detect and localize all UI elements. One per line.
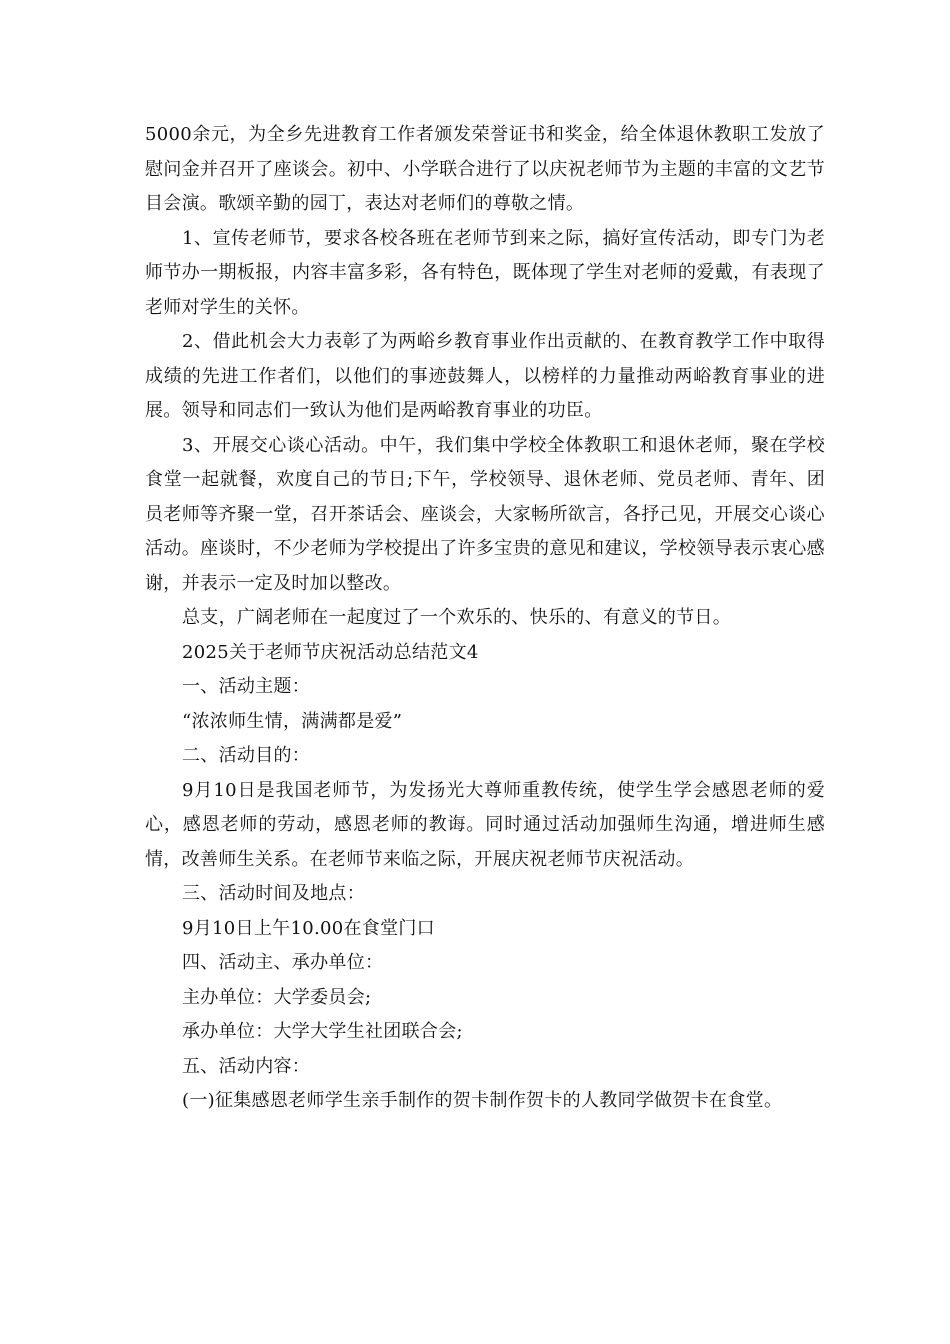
heading-activity-purpose: 二、活动目的： xyxy=(182,745,311,766)
paragraph-intro-continuation: 5000余元，为全乡先进教育工作者颁发荣誉证书和奖金，给全体退休教职工发放了慰问金并召开了座谈会。初中、小学联合进行了以庆祝老师节为主题的丰富的文艺节目会演。歌颂辛勤的园丁，表达对老师们的尊敬之情。 xyxy=(145,124,825,214)
activity-theme-text: “浓浓师生情，满满都是爱” xyxy=(182,710,403,732)
organizer-co-host: 承办单位：大学大学生社团联合会; xyxy=(182,1021,463,1042)
paragraph-item-1: 1、宣传老师节，要求各校各班在老师节到来之际，搞好宣传活动，即专门为老师节办一期板报，内容丰富多彩，各有特色，既体现了学生对老师的爱戴，有表现了老师对学生的关怀。 xyxy=(145,227,825,318)
paragraph-item-2: 2、借此机会大力表彰了为两峪乡教育事业作出贡献的、在教育教学工作中取得成绩的先进工作者们，以他们的事迹鼓舞人，以榜样的力量推动两峪教育事业的进展。领导和同志们一致认为他们是两峪教育事业的功臣。 xyxy=(145,331,825,421)
heading-time-location: 三、活动时间及地点： xyxy=(182,883,365,904)
organizer-host: 主办单位：大学委员会; xyxy=(182,986,372,1008)
paragraph-summary: 总支，广阔老师在一起度过了一个欢乐的、快乐的、有意义的节日。 xyxy=(182,607,731,628)
paragraph-item-3: 3、开展交心谈心活动。中午，我们集中学校全体教职工和退休老师，聚在学校食堂一起就餐，欢度自己的节日;下午，学校领导、退休老师、党员老师、青年、团员老师等齐聚一堂，召开茶话会、座谈会，大家畅所欲言，各抒己见，开展交心谈心活动。座谈时，不少老师为学校提出了许多宝贵的意见和建议，学校领导表示衷心感谢，并表示一定及时加以整改。 xyxy=(145,434,825,594)
section-title: 2025关于老师节庆祝活动总结范文4 xyxy=(182,641,479,663)
heading-activity-theme: 一、活动主题： xyxy=(182,676,311,697)
time-location-text: 9月10日上午10.00在食堂门口 xyxy=(182,917,435,939)
heading-organizers: 四、活动主、承办单位： xyxy=(182,952,384,973)
activity-content-item-1: (一)征集感恩老师学生亲手制作的贺卡制作贺卡的人教同学做贺卡在食堂。 xyxy=(182,1090,783,1111)
document-body xyxy=(145,118,825,1119)
activity-purpose-text: 9月10日是我国老师节，为发扬光大尊师重教传统，使学生学会感恩老师的爱心，感恩老师的劳动，感恩老师的教诲。同时通过活动加强师生沟通，增进师生感情，改善师生关系。在老师节来临之际，开展庆祝老师节庆祝活动。 xyxy=(145,779,825,870)
heading-activity-content: 五、活动内容： xyxy=(182,1055,311,1077)
